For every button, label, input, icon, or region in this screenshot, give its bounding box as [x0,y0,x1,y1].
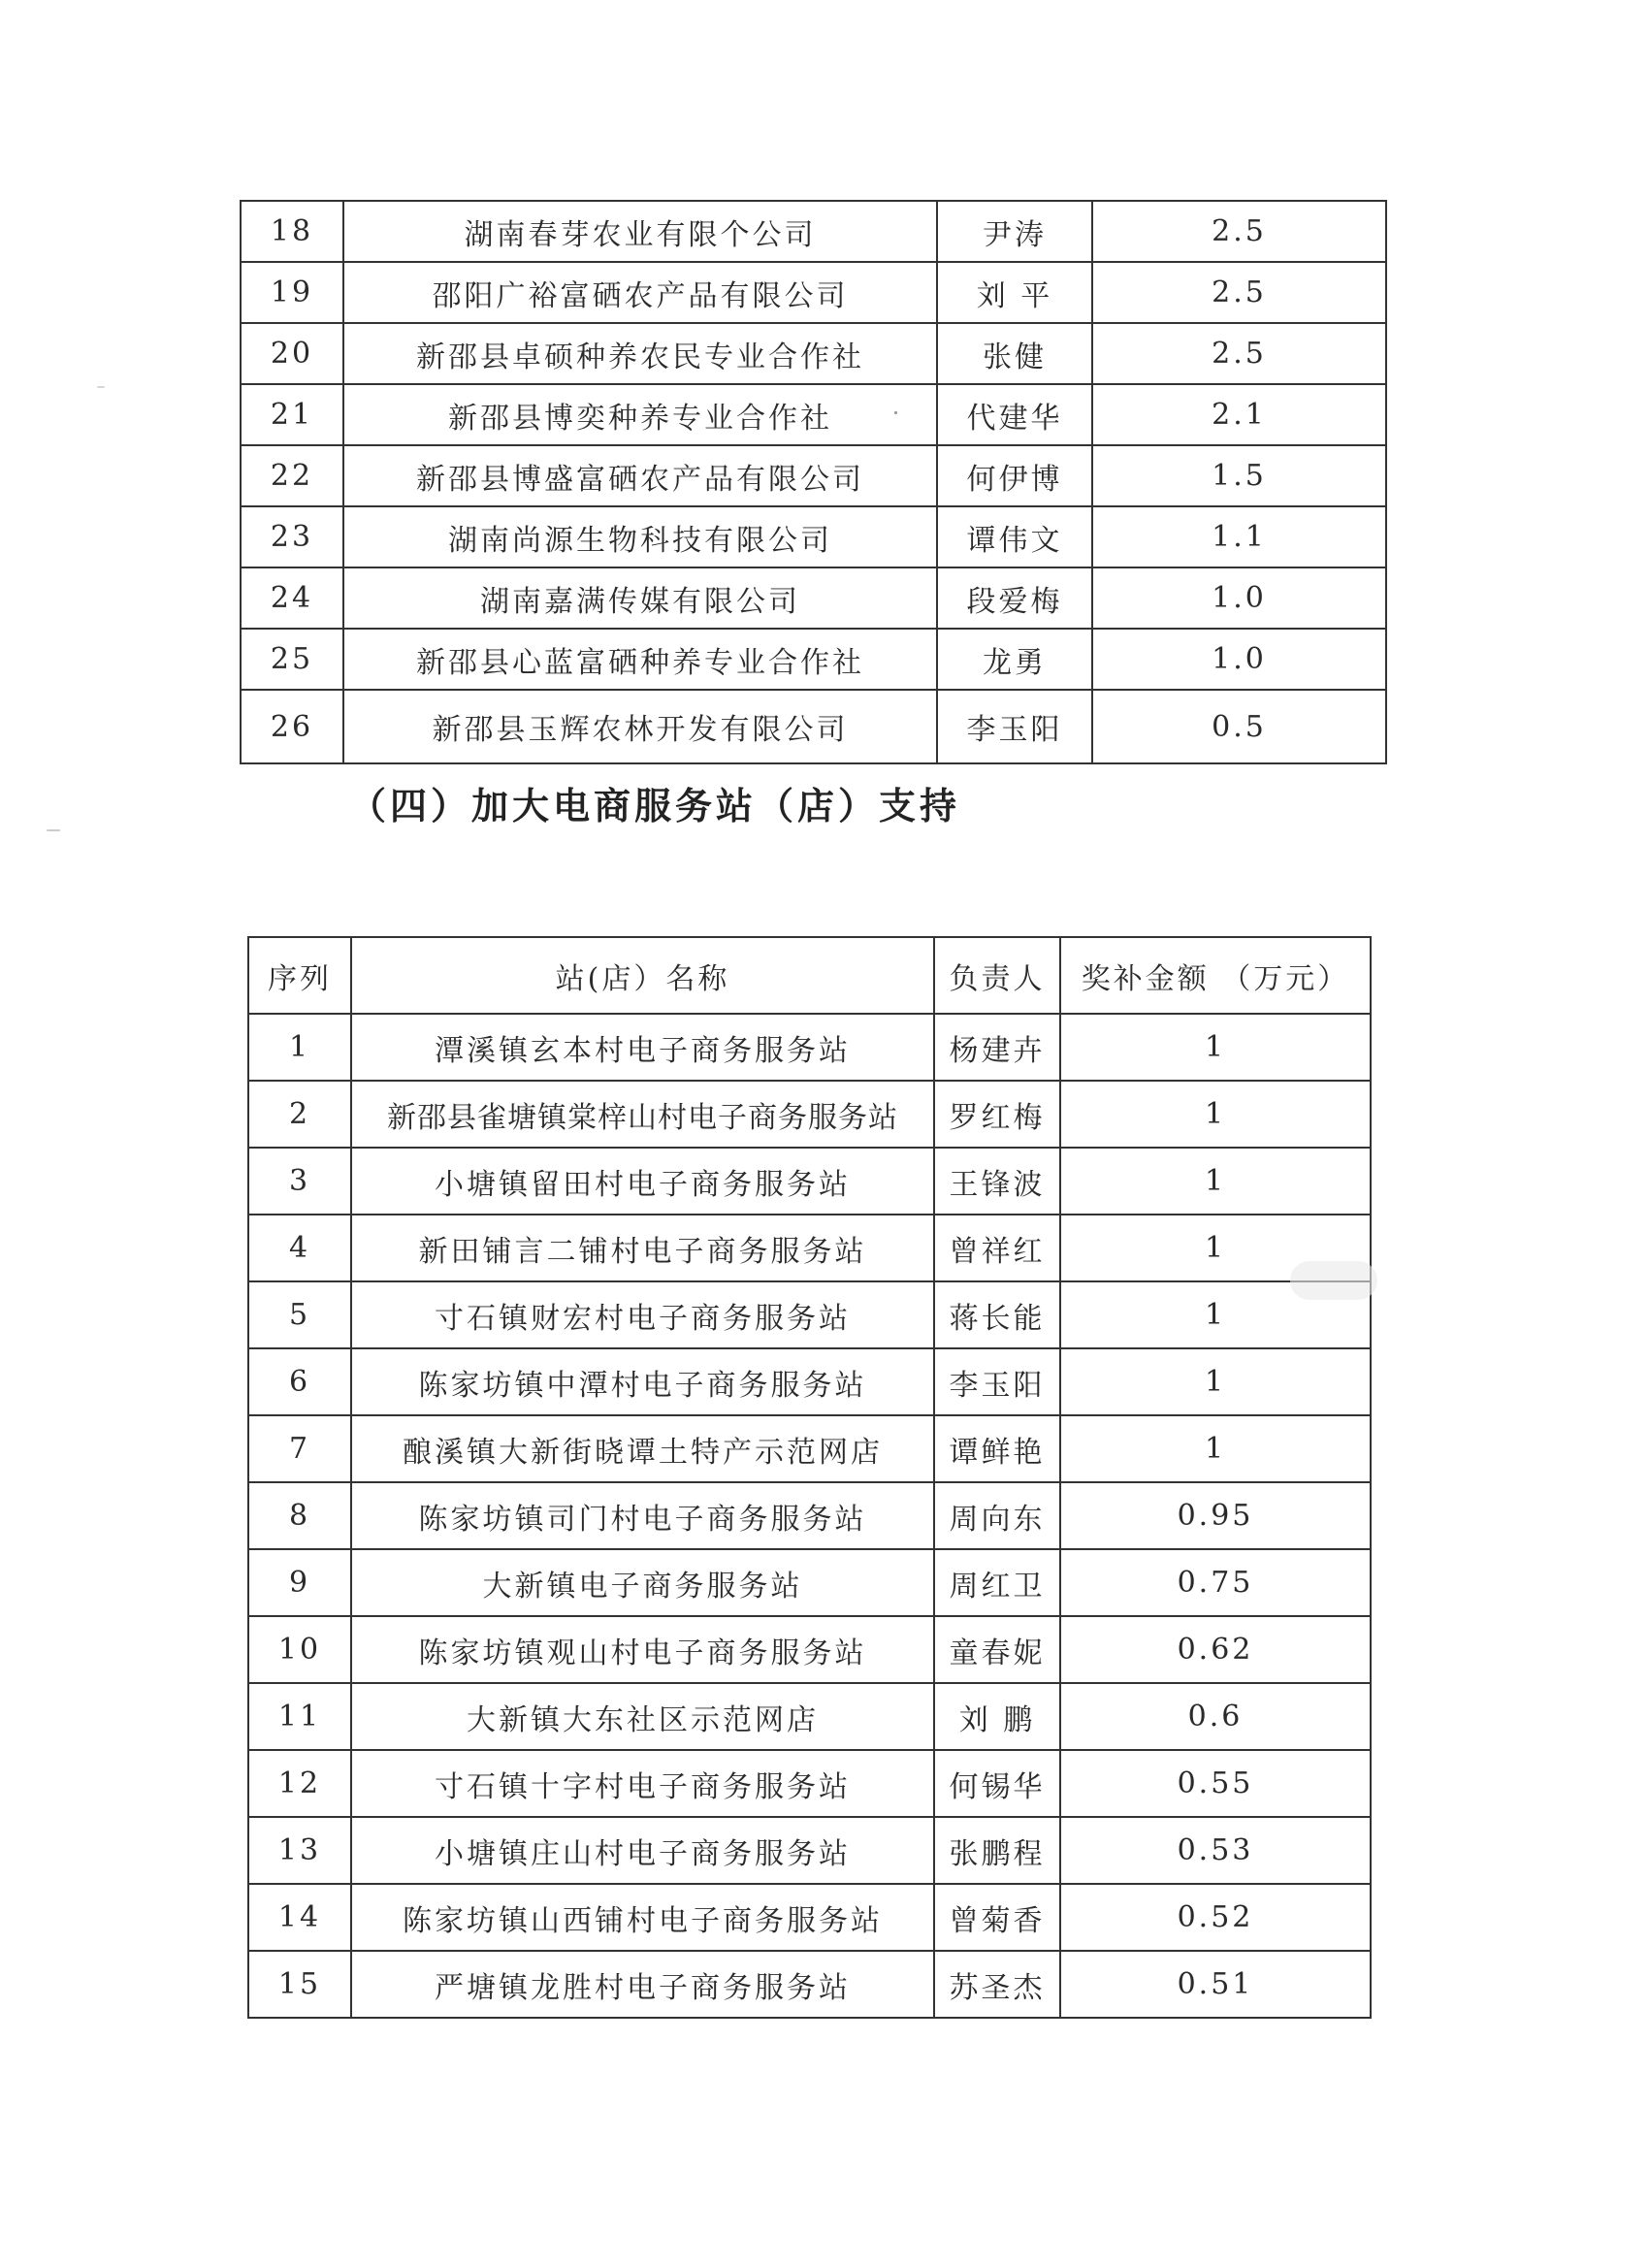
table-row [248,1014,1371,1081]
company-name: 新邵县心蓝富硒种养专业合作社 [343,629,937,690]
station-name: 严塘镇龙胜村电子商务服务站 [351,1951,934,2018]
row-number: 12 [248,1750,351,1817]
person-in-charge: 何锡华 [934,1750,1060,1817]
subsidy-amount: 1 [1060,1415,1371,1482]
person-in-charge: 周红卫 [934,1549,1060,1616]
subsidy-amount: 1 [1060,1281,1371,1348]
station-name: 潭溪镇玄本村电子商务服务站 [351,1014,934,1081]
row-number: 6 [248,1348,351,1415]
station-name: 陈家坊镇山西铺村电子商务服务站 [351,1884,934,1951]
subsidy-amount: 0.51 [1060,1951,1371,2018]
row-number: 13 [248,1817,351,1884]
company-name: 湖南尚源生物科技有限公司 [343,506,937,567]
table-row [248,1951,1371,2018]
subsidy-amount: 2.5 [1092,262,1386,323]
company-name: 新邵县玉辉农林开发有限公司 [343,690,937,763]
person-in-charge: 李玉阳 [937,690,1092,763]
person-in-charge: 童春妮 [934,1616,1060,1683]
person-in-charge: 代建华 [937,384,1092,445]
person-in-charge: 何伊博 [937,445,1092,506]
company-name: 湖南嘉满传媒有限公司 [343,567,937,629]
table-row [248,1616,1371,1683]
subsidy-amount: 0.53 [1060,1817,1371,1884]
subsidy-amount: 0.52 [1060,1884,1371,1951]
row-number: 1 [248,1014,351,1081]
station-name: 新邵县雀塘镇棠梓山村电子商务服务站 [351,1081,934,1148]
person-in-charge: 刘 鹏 [934,1683,1060,1750]
row-number: 9 [248,1549,351,1616]
row-number: 23 [241,506,343,567]
subsidy-amount: 0.55 [1060,1750,1371,1817]
table-row [248,1549,1371,1616]
company-name: 新邵县博奕种养专业合作社 [343,384,937,445]
person-in-charge: 谭伟文 [937,506,1092,567]
person-in-charge: 龙勇 [937,629,1092,690]
table-row [248,1281,1371,1348]
station-name: 寸石镇财宏村电子商务服务站 [351,1281,934,1348]
person-in-charge: 曾祥红 [934,1215,1060,1281]
subsidy-amount: 1.0 [1092,567,1386,629]
table-row [241,201,1386,262]
subsidy-amount: 1 [1060,1348,1371,1415]
section-heading: （四）加大电商服务站（店）支持 [349,785,961,827]
table-row [241,323,1386,384]
station-name: 酿溪镇大新街晓谭土特产示范网店 [351,1415,934,1482]
table-row [248,1415,1371,1482]
scan-smudge [1290,1261,1377,1300]
person-in-charge: 张健 [937,323,1092,384]
subsidy-amount: 0.62 [1060,1616,1371,1683]
subsidy-amount: 1 [1060,1215,1371,1281]
station-name: 寸石镇十字村电子商务服务站 [351,1750,934,1817]
row-number: 4 [248,1215,351,1281]
row-number: 3 [248,1148,351,1215]
person-in-charge: 王锋波 [934,1148,1060,1215]
person-in-charge: 罗红梅 [934,1081,1060,1148]
station-name: 大新镇电子商务服务站 [351,1549,934,1616]
row-number: 19 [241,262,343,323]
row-number: 22 [241,445,343,506]
row-number: 5 [248,1281,351,1348]
company-name: 邵阳广裕富硒农产品有限公司 [343,262,937,323]
subsidy-amount: 2.5 [1092,323,1386,384]
row-number: 26 [241,690,343,763]
row-number: 8 [248,1482,351,1549]
person-in-charge: 尹涛 [937,201,1092,262]
person-in-charge: 张鹏程 [934,1817,1060,1884]
company-name: 新邵县博盛富硒农产品有限公司 [343,445,937,506]
person-in-charge: 杨建卉 [934,1014,1060,1081]
row-number: 2 [248,1081,351,1148]
header-sequence: 序列 [248,937,351,1014]
table-row [241,506,1386,567]
company-name: 湖南春芽农业有限个公司 [343,201,937,262]
table-row [248,1683,1371,1750]
header-subsidy-amount: 奖补金额 （万元） [1060,937,1371,1014]
subsidy-amount: 2.5 [1092,201,1386,262]
scan-dot [894,411,897,414]
row-number: 20 [241,323,343,384]
subsidy-amount: 1.5 [1092,445,1386,506]
table-row [248,1148,1371,1215]
person-in-charge: 谭鲜艳 [934,1415,1060,1482]
row-number: 24 [241,567,343,629]
subsidy-amount: 1.0 [1092,629,1386,690]
row-number: 25 [241,629,343,690]
station-name: 陈家坊镇观山村电子商务服务站 [351,1616,934,1683]
person-in-charge: 李玉阳 [934,1348,1060,1415]
table-row [241,629,1386,690]
station-name: 新田铺言二铺村电子商务服务站 [351,1215,934,1281]
person-in-charge: 段爱梅 [937,567,1092,629]
scan-dash [97,386,105,388]
table-row [248,1750,1371,1817]
station-name: 小塘镇庄山村电子商务服务站 [351,1817,934,1884]
row-number: 10 [248,1616,351,1683]
row-number: 21 [241,384,343,445]
station-name: 陈家坊镇中潭村电子商务服务站 [351,1348,934,1415]
table-row [241,262,1386,323]
header-station-name: 站(店）名称 [351,937,934,1014]
subsidy-amount: 1 [1060,1014,1371,1081]
row-number: 14 [248,1884,351,1951]
station-name: 小塘镇留田村电子商务服务站 [351,1148,934,1215]
station-name: 陈家坊镇司门村电子商务服务站 [351,1482,934,1549]
person-in-charge: 曾菊香 [934,1884,1060,1951]
table-row [241,567,1386,629]
header-person-in-charge: 负责人 [934,937,1060,1014]
subsidy-amount: 1 [1060,1081,1371,1148]
subsidy-amount: 0.5 [1092,690,1386,763]
table-row [248,1817,1371,1884]
ecommerce-station-table [247,936,1372,2019]
table-row [248,1348,1371,1415]
subsidy-amount: 1 [1060,1148,1371,1215]
subsidy-amount: 0.6 [1060,1683,1371,1750]
subsidy-amount: 1.1 [1092,506,1386,567]
row-number: 18 [241,201,343,262]
table-row [241,445,1386,506]
station-name: 大新镇大东社区示范网店 [351,1683,934,1750]
scan-dash [47,829,60,831]
table-row [248,1884,1371,1951]
table-row [248,1215,1371,1281]
person-in-charge: 周向东 [934,1482,1060,1549]
person-in-charge: 苏圣杰 [934,1951,1060,2018]
person-in-charge: 刘 平 [937,262,1092,323]
row-number: 15 [248,1951,351,2018]
row-number: 7 [248,1415,351,1482]
subsidy-amount: 0.75 [1060,1549,1371,1616]
company-name: 新邵县卓硕种养农民专业合作社 [343,323,937,384]
subsidy-amount: 2.1 [1092,384,1386,445]
person-in-charge: 蒋长能 [934,1281,1060,1348]
table-row [248,1081,1371,1148]
table-header-row [248,937,1371,1014]
subsidy-table-continued [240,200,1387,764]
table-row [248,1482,1371,1549]
table-row [241,384,1386,445]
row-number: 11 [248,1683,351,1750]
table-row [241,690,1386,763]
subsidy-amount: 0.95 [1060,1482,1371,1549]
